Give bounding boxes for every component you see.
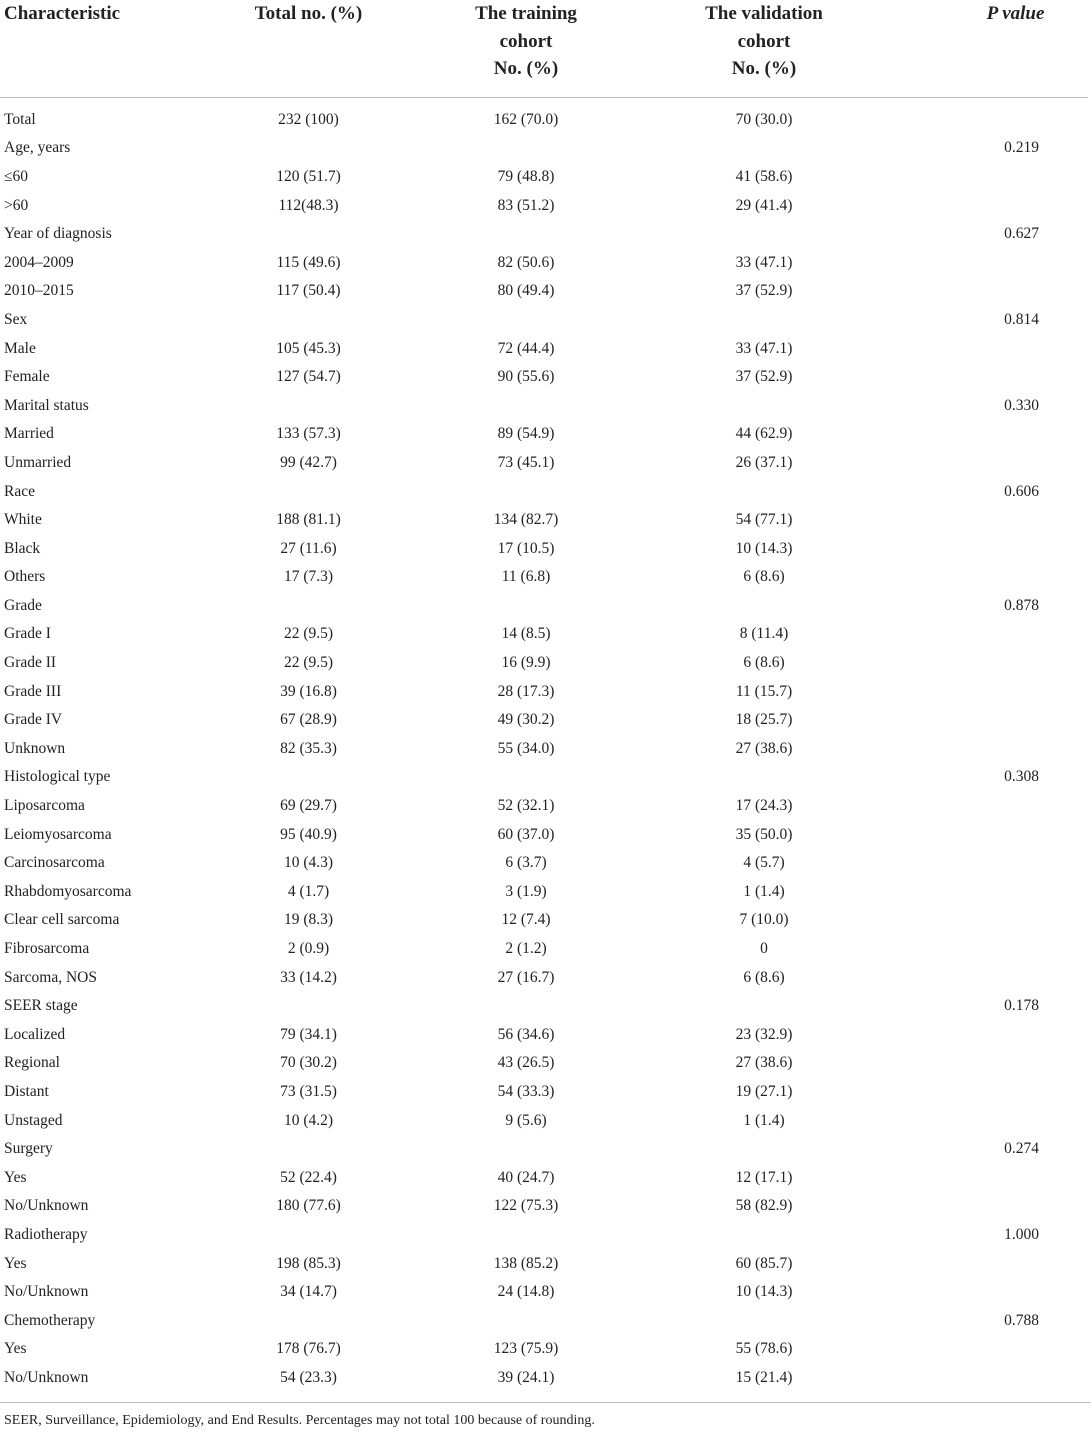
- total-cell: 19 (8.3): [283, 911, 334, 929]
- total-cell: 22 (9.5): [283, 654, 334, 672]
- validation-cell: 6 (8.6): [743, 654, 785, 672]
- row-label: No/Unknown: [4, 1197, 89, 1215]
- p-value-cell: [883, 163, 1088, 192]
- row-label: Rhabdomyosarcoma: [4, 882, 132, 900]
- header-line: cohort: [737, 30, 791, 52]
- table-row: [0, 1249, 1088, 1278]
- p-value-cell: [883, 534, 1088, 563]
- training-cell: 79 (48.8): [497, 167, 555, 185]
- training-cell: 43 (26.5): [497, 1054, 555, 1072]
- validation-cell: [645, 220, 883, 249]
- training-cell: 16 (9.9): [501, 654, 551, 672]
- p-value-cell: [883, 1335, 1088, 1364]
- validation-cell: 33 (47.1): [735, 339, 793, 357]
- validation-cell: [645, 992, 883, 1021]
- validation-cell: 17 (24.3): [735, 797, 793, 815]
- table-row: [0, 277, 1088, 306]
- training-cell: 6 (3.7): [505, 854, 547, 872]
- p-value-cell: [883, 363, 1088, 392]
- validation-cell: 33 (47.1): [735, 253, 793, 271]
- p-value-cell: [883, 1278, 1088, 1307]
- row-label: Yes: [4, 1340, 27, 1358]
- training-cell: 162 (70.0): [493, 110, 559, 128]
- total-cell: 22 (9.5): [283, 625, 334, 643]
- table-row: [0, 735, 1088, 764]
- table-row: [0, 106, 1088, 135]
- total-cell: 115 (49.6): [276, 253, 341, 271]
- table-row: [0, 306, 1088, 335]
- validation-cell: [645, 306, 883, 335]
- total-cell: 10 (4.2): [283, 1111, 334, 1129]
- row-label: Chemotherapy: [4, 1311, 96, 1329]
- p-value-cell: 0.330: [1004, 396, 1039, 414]
- spacer-cell: [0, 97, 1088, 106]
- validation-cell: 15 (21.4): [735, 1368, 793, 1386]
- p-value-cell: [883, 792, 1088, 821]
- validation-cell: 6 (8.6): [743, 968, 785, 986]
- row-label: Grade IV: [4, 711, 63, 729]
- training-cell: 60 (37.0): [497, 825, 555, 843]
- table-row: [0, 391, 1088, 420]
- table-header: [0, 0, 1088, 97]
- validation-cell: 35 (50.0): [735, 825, 793, 843]
- p-value-cell: 0.308: [1004, 768, 1039, 786]
- validation-cell: 7 (10.0): [739, 911, 789, 929]
- row-label: Sarcoma, NOS: [4, 968, 97, 986]
- training-cell: [407, 1221, 645, 1250]
- validation-cell: 10 (14.3): [735, 539, 793, 557]
- training-cell: 72 (44.4): [497, 339, 555, 357]
- training-cell: 138 (85.2): [493, 1254, 559, 1272]
- row-label: Black: [4, 539, 41, 557]
- header-line: Characteristic: [4, 3, 121, 24]
- total-cell: 4 (1.7): [287, 882, 330, 900]
- table-row: [0, 1221, 1088, 1250]
- row-label: Carcinosarcoma: [4, 854, 105, 872]
- row-label: >60: [4, 196, 29, 214]
- total-cell: [210, 477, 407, 506]
- training-cell: 52 (32.1): [497, 797, 555, 815]
- validation-cell: 26 (37.1): [735, 453, 793, 471]
- row-label: Surgery: [4, 1140, 53, 1158]
- validation-cell: 8 (11.4): [739, 625, 789, 643]
- validation-cell: 4 (5.7): [743, 854, 785, 872]
- p-value-cell: [883, 649, 1088, 678]
- row-label: Total: [4, 110, 36, 128]
- table-row: [0, 506, 1088, 535]
- validation-cell: [645, 134, 883, 163]
- row-label: Grade II: [4, 654, 57, 672]
- p-value-cell: [883, 1249, 1088, 1278]
- row-label: Year of diagnosis: [4, 225, 112, 243]
- table-row: [0, 534, 1088, 563]
- p-value-cell: [883, 191, 1088, 220]
- total-cell: 127 (54.7): [276, 368, 341, 386]
- total-cell: 34 (14.7): [280, 1283, 337, 1301]
- table-body: [0, 97, 1088, 1398]
- table-row: [0, 963, 1088, 992]
- row-label: Grade I: [4, 625, 51, 643]
- validation-cell: [645, 592, 883, 621]
- table-row: [0, 191, 1088, 220]
- total-cell: 120 (51.7): [276, 167, 341, 185]
- p-value-cell: [883, 1106, 1088, 1135]
- row-label: White: [4, 511, 42, 529]
- total-cell: 198 (85.3): [276, 1254, 341, 1272]
- training-cell: 90 (55.6): [497, 368, 555, 386]
- row-label: Male: [4, 339, 36, 357]
- training-cell: [407, 992, 645, 1021]
- validation-cell: 10 (14.3): [735, 1283, 793, 1301]
- p-value-cell: [883, 935, 1088, 964]
- training-cell: 11 (6.8): [501, 568, 551, 586]
- table-row: [0, 878, 1088, 907]
- total-cell: 52 (22.4): [280, 1168, 337, 1186]
- row-label: Others: [4, 568, 46, 586]
- total-cell: 99 (42.7): [280, 453, 337, 471]
- table-row: [0, 248, 1088, 277]
- training-cell: 73 (45.1): [497, 453, 555, 471]
- p-value-cell: [883, 563, 1088, 592]
- training-cell: [407, 306, 645, 335]
- row-label: Yes: [4, 1168, 27, 1186]
- validation-cell: 41 (58.6): [735, 167, 793, 185]
- total-cell: 180 (77.6): [276, 1197, 341, 1215]
- row-label: Unmarried: [4, 453, 72, 471]
- total-cell: [210, 306, 407, 335]
- p-value-cell: 0.606: [1004, 482, 1039, 500]
- p-value-cell: [883, 963, 1088, 992]
- p-value-cell: [883, 620, 1088, 649]
- table-row: [0, 1163, 1088, 1192]
- header-line: P value: [986, 3, 1045, 24]
- training-cell: 134 (82.7): [493, 511, 559, 529]
- validation-cell: 27 (38.6): [735, 739, 793, 757]
- total-cell: 133 (57.3): [276, 425, 341, 443]
- training-cell: [407, 592, 645, 621]
- row-label: Fibrosarcoma: [4, 940, 90, 958]
- p-value-cell: [883, 849, 1088, 878]
- table-row: [0, 134, 1088, 163]
- row-label: Distant: [4, 1082, 49, 1100]
- total-cell: 82 (35.3): [280, 739, 337, 757]
- p-value-cell: [883, 248, 1088, 277]
- validation-cell: [645, 763, 883, 792]
- table-row: [0, 163, 1088, 192]
- validation-cell: 0: [760, 940, 768, 958]
- total-cell: 188 (81.1): [276, 511, 341, 529]
- p-value-cell: [883, 878, 1088, 907]
- training-cell: 55 (34.0): [497, 739, 555, 757]
- row-label: Age, years: [4, 139, 71, 157]
- total-cell: 178 (76.7): [276, 1340, 341, 1358]
- p-value-cell: [883, 1078, 1088, 1107]
- row-label: Radiotherapy: [4, 1225, 88, 1243]
- table-row: [0, 563, 1088, 592]
- table-row: [0, 763, 1088, 792]
- table-row: [0, 620, 1088, 649]
- header-line: Total no. (%): [254, 3, 363, 24]
- p-value-cell: 1.000: [1004, 1225, 1039, 1243]
- training-cell: 83 (51.2): [497, 196, 555, 214]
- total-cell: 95 (40.9): [280, 825, 337, 843]
- row-label: Liposarcoma: [4, 797, 85, 815]
- row-label: Clear cell sarcoma: [4, 911, 120, 929]
- p-value-cell: 0.814: [1004, 310, 1039, 328]
- validation-cell: [645, 477, 883, 506]
- total-cell: 33 (14.2): [280, 968, 337, 986]
- validation-cell: [645, 1306, 883, 1335]
- validation-cell: 1 (1.4): [743, 882, 785, 900]
- training-cell: 2 (1.2): [505, 940, 547, 958]
- validation-cell: 54 (77.1): [735, 511, 793, 529]
- p-value-cell: 0.274: [1004, 1140, 1039, 1158]
- header-training-cohort: [407, 0, 645, 97]
- p-value-cell: [883, 1049, 1088, 1078]
- table-row: [0, 1106, 1088, 1135]
- table-row: [0, 1278, 1088, 1307]
- row-label: No/Unknown: [4, 1283, 89, 1301]
- row-label: Yes: [4, 1254, 27, 1272]
- total-cell: 39 (16.8): [280, 682, 337, 700]
- training-cell: 9 (5.6): [505, 1111, 547, 1129]
- table-row: [0, 706, 1088, 735]
- table-row: [0, 220, 1088, 249]
- total-cell: [210, 992, 407, 1021]
- row-label: Marital status: [4, 396, 89, 414]
- training-cell: 40 (24.7): [497, 1168, 555, 1186]
- total-cell: 27 (11.6): [280, 539, 337, 557]
- validation-cell: 29 (41.4): [735, 196, 793, 214]
- header-characteristic: [0, 0, 210, 97]
- table-row: [0, 906, 1088, 935]
- validation-cell: [645, 1221, 883, 1250]
- p-value-cell: [883, 1192, 1088, 1221]
- p-value-cell: [883, 449, 1088, 478]
- p-value-cell: [883, 106, 1088, 135]
- total-cell: [210, 1221, 407, 1250]
- p-value-cell: [883, 906, 1088, 935]
- training-cell: [407, 220, 645, 249]
- row-label: SEER stage: [4, 997, 78, 1015]
- table-row: [0, 649, 1088, 678]
- training-cell: [407, 1306, 645, 1335]
- spacer-row: [0, 97, 1088, 106]
- p-value-cell: [883, 334, 1088, 363]
- validation-cell: 37 (52.9): [735, 368, 793, 386]
- validation-cell: 12 (17.1): [735, 1168, 793, 1186]
- row-label: Leiomyosarcoma: [4, 825, 112, 843]
- table-row: [0, 935, 1088, 964]
- table-row: [0, 1021, 1088, 1050]
- row-label: Unknown: [4, 739, 66, 757]
- total-cell: 10 (4.3): [283, 854, 334, 872]
- table-row: [0, 449, 1088, 478]
- p-value-cell: [883, 677, 1088, 706]
- validation-cell: 55 (78.6): [735, 1340, 793, 1358]
- training-cell: 49 (30.2): [497, 711, 555, 729]
- total-cell: 17 (7.3): [283, 568, 334, 586]
- table-row: [0, 677, 1088, 706]
- validation-cell: 70 (30.0): [735, 110, 793, 128]
- total-cell: 54 (23.3): [280, 1368, 337, 1386]
- training-cell: 24 (14.8): [497, 1283, 555, 1301]
- p-value-cell: [883, 420, 1088, 449]
- table-row: [0, 1049, 1088, 1078]
- table-row: [0, 1306, 1088, 1335]
- total-cell: 67 (28.9): [280, 711, 337, 729]
- training-cell: [407, 477, 645, 506]
- training-cell: [407, 1135, 645, 1164]
- total-cell: 105 (45.3): [276, 339, 341, 357]
- header-total: [210, 0, 407, 97]
- p-value-cell: 0.178: [1004, 997, 1039, 1015]
- validation-cell: [645, 1135, 883, 1164]
- row-label: Female: [4, 368, 50, 386]
- row-label: Regional: [4, 1054, 60, 1072]
- training-cell: 28 (17.3): [497, 682, 555, 700]
- p-value-cell: 0.219: [1004, 139, 1039, 157]
- row-label: No/Unknown: [4, 1368, 89, 1386]
- validation-cell: 18 (25.7): [735, 711, 793, 729]
- p-value-cell: [883, 706, 1088, 735]
- total-cell: 117 (50.4): [276, 282, 341, 300]
- training-cell: 54 (33.3): [497, 1082, 555, 1100]
- total-cell: 70 (30.2): [280, 1054, 337, 1072]
- training-cell: 80 (49.4): [497, 282, 555, 300]
- training-cell: 122 (75.3): [493, 1197, 559, 1215]
- validation-cell: 6 (8.6): [743, 568, 785, 586]
- table-row: [0, 1078, 1088, 1107]
- table-row: [0, 1364, 1088, 1399]
- training-cell: 123 (75.9): [493, 1340, 559, 1358]
- validation-cell: 23 (32.9): [735, 1025, 793, 1043]
- table-row: [0, 992, 1088, 1021]
- row-label: 2010–2015: [4, 282, 74, 300]
- validation-cell: 58 (82.9): [735, 1197, 793, 1215]
- training-cell: 27 (16.7): [497, 968, 555, 986]
- training-cell: 56 (34.6): [497, 1025, 555, 1043]
- table-row: [0, 792, 1088, 821]
- table-row: [0, 592, 1088, 621]
- row-label: Unstaged: [4, 1111, 63, 1129]
- table-row: [0, 334, 1088, 363]
- validation-cell: 11 (15.7): [735, 682, 793, 700]
- table-row: [0, 477, 1088, 506]
- row-label: Localized: [4, 1025, 66, 1043]
- table-row: [0, 820, 1088, 849]
- row-label: Grade III: [4, 682, 62, 700]
- training-cell: [407, 391, 645, 420]
- validation-cell: 19 (27.1): [735, 1082, 793, 1100]
- p-value-cell: [883, 735, 1088, 764]
- validation-cell: 60 (85.7): [735, 1254, 793, 1272]
- table-row: [0, 1335, 1088, 1364]
- row-label: Married: [4, 425, 54, 443]
- header-line: cohort: [499, 30, 553, 52]
- p-value-cell: [883, 277, 1088, 306]
- total-cell: 112(48.3): [278, 196, 339, 214]
- p-value-cell: [883, 1364, 1088, 1399]
- validation-cell: 27 (38.6): [735, 1054, 793, 1072]
- table-row: [0, 1192, 1088, 1221]
- p-value-cell: 0.627: [1004, 225, 1039, 243]
- row-label: ≤60: [4, 167, 29, 185]
- row-label: 2004–2009: [4, 253, 74, 271]
- training-cell: 17 (10.5): [497, 539, 555, 557]
- training-cell: 14 (8.5): [501, 625, 551, 643]
- header-p-value: [883, 0, 1088, 97]
- p-value-cell: [883, 1163, 1088, 1192]
- total-cell: [210, 592, 407, 621]
- row-label: Sex: [4, 310, 28, 328]
- row-label: Grade: [4, 596, 42, 614]
- table-row: [0, 363, 1088, 392]
- p-value-cell: [883, 1021, 1088, 1050]
- table-row: [0, 1135, 1088, 1164]
- validation-cell: 44 (62.9): [735, 425, 793, 443]
- total-cell: 73 (31.5): [280, 1082, 337, 1100]
- total-cell: 232 (100): [278, 110, 339, 128]
- p-value-cell: [883, 506, 1088, 535]
- training-cell: 12 (7.4): [501, 911, 551, 929]
- total-cell: [210, 1306, 407, 1335]
- training-cell: [407, 763, 645, 792]
- validation-cell: [645, 391, 883, 420]
- validation-cell: 37 (52.9): [735, 282, 793, 300]
- total-cell: [210, 391, 407, 420]
- training-cell: [407, 134, 645, 163]
- training-cell: 39 (24.1): [497, 1368, 555, 1386]
- header-row: [0, 0, 1088, 97]
- total-cell: [210, 763, 407, 792]
- table-footnote: SEER, Surveillance, Epidemiology, and End Results. Percentages may not total 100 because of rounding.: [0, 1402, 1091, 1429]
- total-cell: 69 (29.7): [280, 797, 337, 815]
- header-line: No. (%): [731, 58, 797, 79]
- header-line: The training: [475, 3, 577, 24]
- p-value-cell: 0.878: [1004, 596, 1039, 614]
- table-row: [0, 420, 1088, 449]
- training-cell: 3 (1.9): [505, 882, 547, 900]
- header-validation-cohort: [645, 0, 883, 97]
- training-cell: 82 (50.6): [497, 253, 555, 271]
- p-value-cell: [883, 820, 1088, 849]
- total-cell: [210, 1135, 407, 1164]
- p-value-cell: 0.788: [1004, 1311, 1039, 1329]
- validation-cell: 1 (1.4): [743, 1111, 785, 1129]
- total-cell: [210, 134, 407, 163]
- row-label: Race: [4, 482, 35, 500]
- row-label: Histological type: [4, 768, 111, 786]
- header-line: No. (%): [493, 58, 559, 79]
- total-cell: [210, 220, 407, 249]
- total-cell: 79 (34.1): [280, 1025, 337, 1043]
- total-cell: 2 (0.9): [287, 940, 330, 958]
- training-cell: 89 (54.9): [497, 425, 555, 443]
- table-row: [0, 849, 1088, 878]
- header-line: The validation: [705, 3, 823, 24]
